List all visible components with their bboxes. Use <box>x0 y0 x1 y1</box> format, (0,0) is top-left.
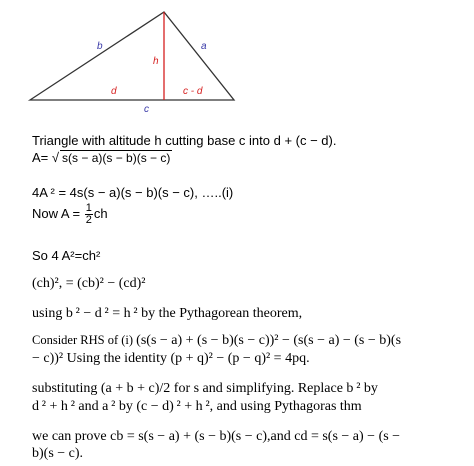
so-line: So 4 A²=ch² <box>32 248 101 263</box>
triangle-caption: Triangle with altitude h cutting base c into d + (c − d). <box>32 133 337 148</box>
equation-i: 4A ² = 4s(s − a)(s − b)(s − c), …..(i) <box>32 185 234 200</box>
now-area-line <box>32 203 108 226</box>
consider-expression: (s(s − a) + (s − b)(s − c))² − (s(s − a) − (s − b)(s <box>136 333 402 348</box>
label-h: h <box>153 56 159 67</box>
identity-line: − c))² Using the identity (p + q)² − (p − q)² = 4pq. <box>32 351 310 366</box>
label-c-minus-d: c - d <box>183 86 203 97</box>
ch-line: (ch)², = (cb)² − (cd)² <box>32 276 146 291</box>
label-d: d <box>111 86 117 97</box>
label-c: c <box>144 104 149 115</box>
label-a: a <box>201 41 207 52</box>
fraction-half <box>85 203 93 226</box>
fraction-denominator: 2 <box>85 214 92 226</box>
consider-lead: Consider RHS of (i) <box>32 333 137 347</box>
sqrt-sign: √ <box>51 150 60 165</box>
triangle-outline <box>30 12 234 100</box>
replace-line: d ² + h ² and a ² by (c − d) ² + h ², and using Pythagoras thm <box>32 399 362 414</box>
prove-cb: we can prove cb = s(s − a) + (s − b)(s − c), <box>32 429 271 444</box>
fraction-numerator: 1 <box>85 202 92 214</box>
area-prefix: A= <box>32 150 49 165</box>
now-prefix: Now A = <box>32 205 81 221</box>
now-suffix: ch <box>93 205 108 221</box>
prove-end-line: b)(s − c). <box>32 446 84 461</box>
area-radicand: s(s − a)(s − b)(s − c) <box>62 151 171 165</box>
prove-cd: and cd = s(s − a) − (s − <box>270 429 401 444</box>
label-b: b <box>97 41 103 52</box>
area-formula <box>32 150 172 165</box>
substituting-line: substituting (a + b + c)/2 for s and simplifying. Replace b ² by <box>32 381 378 396</box>
triangle-diagram <box>0 0 474 125</box>
prove-line <box>32 429 400 445</box>
consider-line <box>32 333 401 349</box>
using-line: using b ² − d ² = h ² by the Pythagorean theorem, <box>32 306 303 321</box>
